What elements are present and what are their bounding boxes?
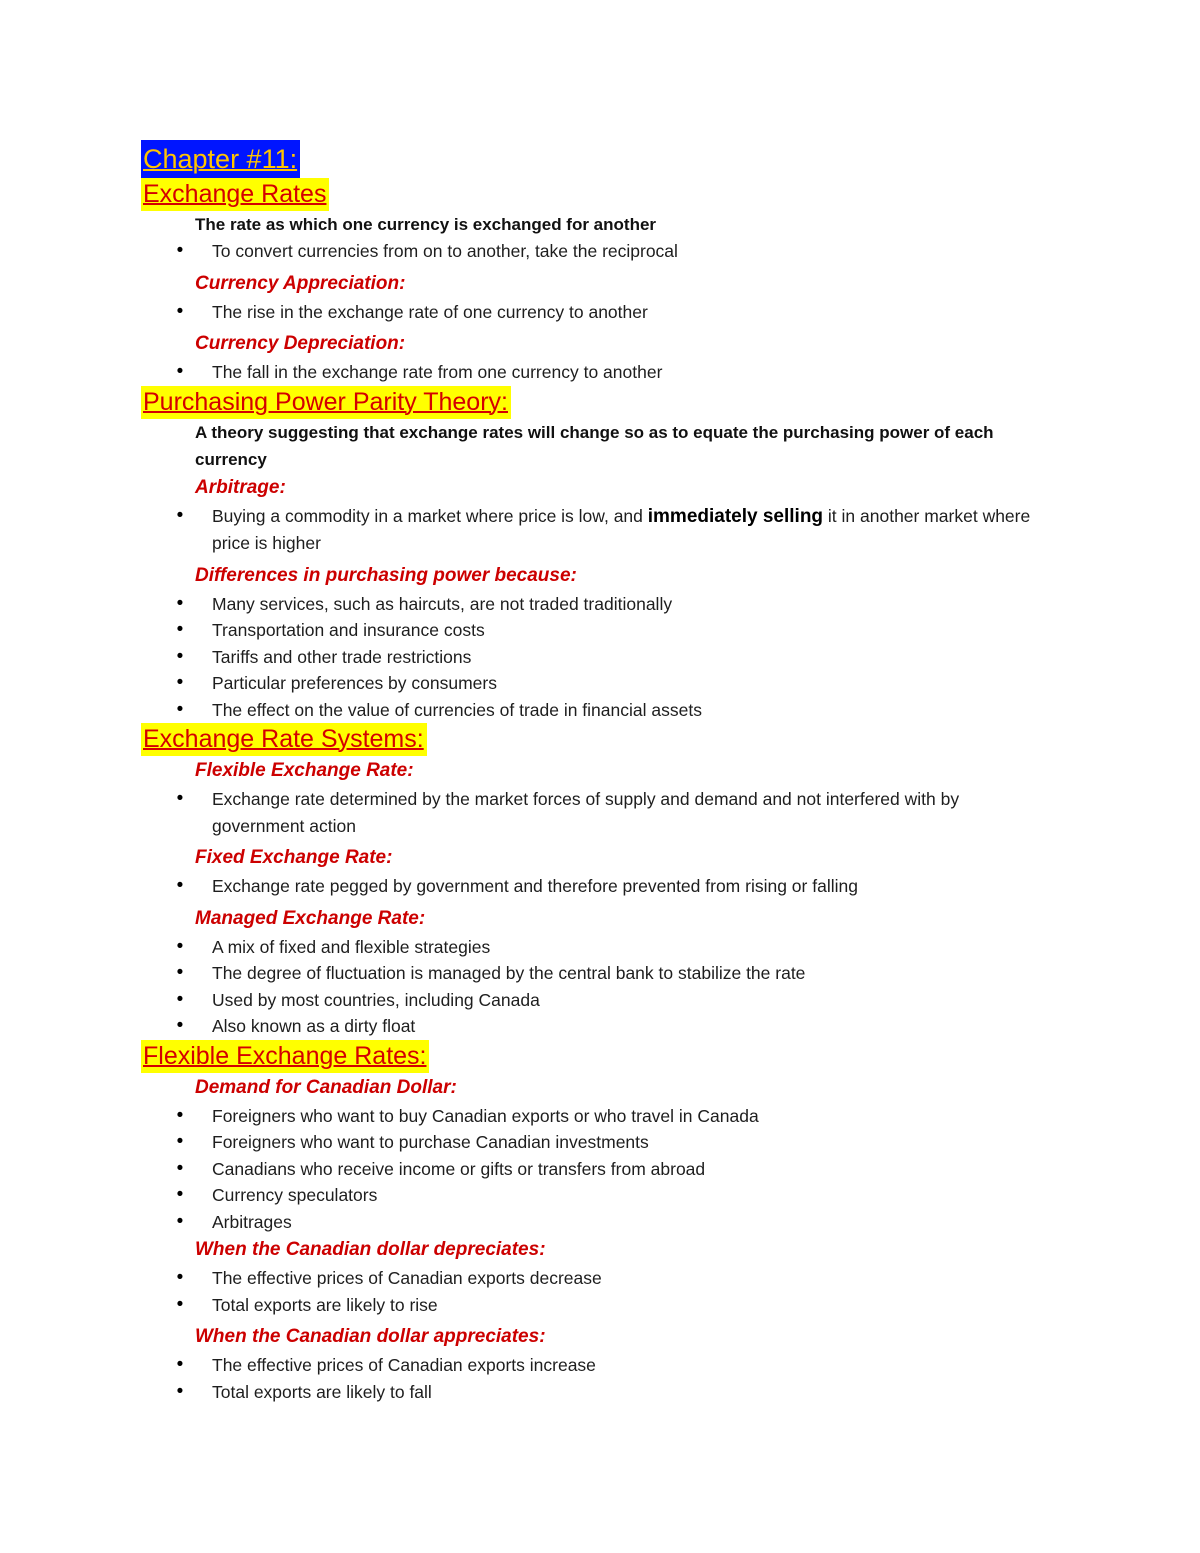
list-item: • The effective prices of Canadian exports decrease xyxy=(212,1265,1052,1292)
list-item: • The effective prices of Canadian exports increase xyxy=(212,1352,1052,1379)
list-item: • Foreigners who want to purchase Canadian investments xyxy=(212,1129,1052,1156)
bullet-icon: • xyxy=(176,1184,184,1205)
definition-ppp: A theory suggesting that exchange rates will change so as to equate the purchasing power of each currency xyxy=(195,422,994,469)
list-item: • Canadians who receive income or gifts or transfers from abroad xyxy=(212,1156,1052,1183)
bullet-icon: • xyxy=(176,1380,184,1402)
bullet-icon: • xyxy=(176,645,184,667)
bullet-icon: • xyxy=(176,1267,184,1288)
subheading-differences: Differences in purchasing power because: xyxy=(195,564,577,586)
list-item: • Used by most countries, including Canada xyxy=(212,987,1052,1014)
bullet-icon: • xyxy=(176,935,184,957)
heading-flexible-exchange-rates: Flexible Exchange Rates: xyxy=(141,1040,429,1073)
bullet-icon: • xyxy=(176,1210,184,1232)
bullet-icon: • xyxy=(176,1104,184,1126)
bullet-icon: • xyxy=(176,240,184,261)
bullet-icon: • xyxy=(176,1293,184,1315)
list-item: • Arbitrages xyxy=(212,1209,1052,1236)
bullet-icon: • xyxy=(176,788,184,809)
list-item: • Tariffs and other trade restrictions xyxy=(212,644,1052,671)
list-item: • Exchange rate pegged by government and therefore prevented from rising or falling xyxy=(212,873,1052,900)
heading-exchange-rates: Exchange Rates xyxy=(141,178,329,211)
subheading-managed-exchange-rate: Managed Exchange Rate: xyxy=(195,907,426,929)
bullet-icon: • xyxy=(176,300,184,322)
subheading-currency-depreciation: Currency Depreciation: xyxy=(195,333,406,354)
bullet-icon: • xyxy=(176,875,184,896)
heading-purchasing-power-parity: Purchasing Power Parity Theory: xyxy=(141,386,511,419)
list-item: • A mix of fixed and flexible strategies xyxy=(212,934,1052,961)
subheading-dollar-depreciates: When the Canadian dollar depreciates: xyxy=(195,1239,546,1260)
definition-exchange-rates: The rate as which one currency is exchanged for another xyxy=(195,215,657,234)
list-item: • Particular preferences by consumers xyxy=(212,670,1052,697)
list-item: • Total exports are likely to rise xyxy=(212,1292,1052,1319)
chapter-title: Chapter #11: xyxy=(141,140,300,178)
bullet-icon: • xyxy=(176,962,184,983)
bullet-icon: • xyxy=(176,988,184,1010)
list-item: • To convert currencies from on to another, take the reciprocal xyxy=(212,238,1052,265)
bullet-icon: • xyxy=(176,504,184,526)
bullet-icon: • xyxy=(176,1354,184,1375)
list-item: • Foreigners who want to buy Canadian exports or who travel in Canada xyxy=(212,1103,1052,1130)
list-item: • Transportation and insurance costs xyxy=(212,617,1052,644)
list-item: • Also known as a dirty float xyxy=(212,1013,1052,1040)
list-item: • The degree of fluctuation is managed by the central bank to stabilize the rate xyxy=(212,960,1052,987)
bullet-icon: • xyxy=(176,361,184,382)
bullet-icon: • xyxy=(176,672,184,693)
heading-exchange-rate-systems: Exchange Rate Systems: xyxy=(141,723,427,756)
list-item: • Exchange rate determined by the market forces of supply and demand and not interfered with by government action xyxy=(176,788,960,836)
list-item-arbitrage: • Buying a commodity in a market where price is low, and immediately selling it in another market where price is higher xyxy=(176,504,1031,553)
bullet-icon: • xyxy=(176,1015,184,1036)
list-item: • The rise in the exchange rate of one currency to another xyxy=(212,299,1052,326)
subheading-fixed-exchange-rate: Fixed Exchange Rate: xyxy=(195,847,393,868)
list-item: • Total exports are likely to fall xyxy=(212,1379,1052,1406)
bullet-icon: • xyxy=(176,1157,184,1179)
list-item: • Currency speculators xyxy=(212,1182,1052,1209)
subheading-dollar-appreciates: When the Canadian dollar appreciates: xyxy=(195,1326,546,1347)
document-body xyxy=(141,140,1061,1405)
emphasis-immediately-selling: immediately selling xyxy=(647,505,824,527)
subheading-currency-appreciation: Currency Appreciation: xyxy=(195,272,406,294)
list-item: • The effect on the value of currencies of trade in financial assets xyxy=(212,697,1052,724)
bullet-icon: • xyxy=(176,698,184,720)
list-item: • Many services, such as haircuts, are not traded traditionally xyxy=(212,591,1052,618)
subheading-flexible-exchange-rate: Flexible Exchange Rate: xyxy=(195,760,414,781)
bullet-icon: • xyxy=(176,619,184,640)
list-item: • The fall in the exchange rate from one currency to another xyxy=(212,359,1052,386)
bullet-icon: • xyxy=(176,592,184,614)
bullet-icon: • xyxy=(176,1131,184,1152)
subheading-demand-canadian-dollar: Demand for Canadian Dollar: xyxy=(195,1076,457,1098)
subheading-arbitrage: Arbitrage: xyxy=(195,476,286,498)
